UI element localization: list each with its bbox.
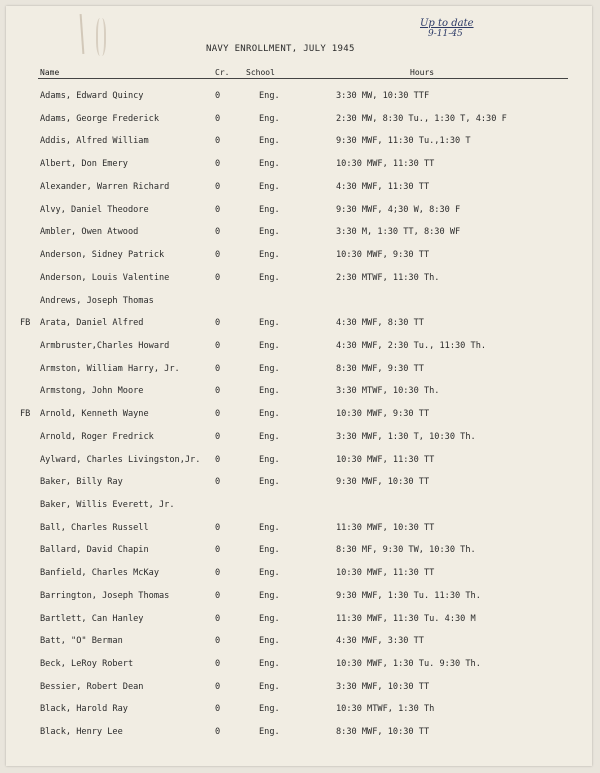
row-hours: 10:30 MWF, 9:30 TT: [336, 250, 430, 260]
row-flag: FB: [20, 318, 31, 329]
row-school: Eng.: [259, 704, 280, 715]
row-name: Ballard, David Chapin: [40, 545, 149, 556]
row-name: Adams, Edward Quincy: [40, 91, 144, 101]
table-row: [0, 431, 600, 443]
row-credit: 0: [215, 363, 221, 374]
row-name: Aylward, Charles Livingston,Jr.: [40, 454, 201, 465]
column-header-credit: Cr.: [215, 68, 230, 77]
row-credit: 0: [215, 636, 221, 647]
row-credit: 0: [215, 659, 221, 669]
table-row: [0, 340, 600, 352]
table-row: [0, 181, 600, 193]
handwritten-date: 9-11-45: [428, 29, 463, 39]
row-name: Ball, Charles Russell: [40, 522, 149, 533]
column-header-row: [38, 68, 568, 79]
row-name: Addis, Alfred William: [40, 136, 149, 147]
row-flag: FB: [20, 409, 31, 420]
table-row: [0, 567, 600, 579]
row-school: Eng.: [259, 204, 280, 215]
row-credit: 0: [215, 681, 221, 692]
row-credit: 0: [215, 727, 221, 738]
row-hours: 4:30 MWF, 8:30 TT: [336, 318, 424, 329]
table-row: [0, 590, 600, 602]
row-school: Eng.: [259, 159, 280, 170]
table-row: [0, 135, 600, 147]
row-name: Anderson, Sidney Patrick: [40, 250, 165, 260]
row-hours: 9:30 MWF, 11:30 Tu.,1:30 T: [336, 136, 471, 147]
row-name: Ambler, Owen Atwood: [40, 227, 139, 238]
row-credit: 0: [215, 159, 221, 170]
row-credit: 0: [215, 318, 221, 329]
row-credit: 0: [215, 227, 221, 238]
row-credit: 0: [215, 568, 221, 579]
row-school: Eng.: [259, 613, 280, 624]
row-school: Eng.: [259, 590, 280, 601]
row-name: Barrington, Joseph Thomas: [40, 590, 170, 601]
row-credit: 0: [215, 409, 221, 420]
row-credit: 0: [215, 272, 221, 283]
table-row: [0, 113, 600, 125]
row-hours: 9:30 MWF, 1:30 Tu. 11:30 Th.: [336, 590, 481, 601]
row-school: Eng.: [259, 181, 280, 192]
row-school: Eng.: [259, 136, 280, 147]
row-hours: 10:30 MWF, 11:30 TT: [336, 568, 435, 579]
row-school: Eng.: [259, 545, 280, 556]
row-credit: 0: [215, 91, 221, 101]
row-hours: 4:30 MWF, 11:30 TT: [336, 181, 430, 192]
row-credit: 0: [215, 590, 221, 601]
table-row: [0, 317, 600, 329]
table-row: [0, 158, 600, 170]
row-credit: 0: [215, 250, 221, 260]
row-school: Eng.: [259, 409, 280, 420]
table-row: [0, 454, 600, 466]
row-hours: 3:30 MWF, 10:30 TT: [336, 681, 430, 692]
table-row: [0, 226, 600, 238]
row-hours: 9:30 MWF, 10:30 TT: [336, 477, 430, 488]
row-name: Bartlett, Can Hanley: [40, 613, 144, 624]
row-name: Black, Harold Ray: [40, 704, 128, 715]
table-row: [0, 613, 600, 625]
row-name: Arnold, Kenneth Wayne: [40, 409, 149, 420]
table-row: [0, 363, 600, 375]
row-credit: 0: [215, 386, 221, 397]
row-credit: 0: [215, 113, 221, 124]
row-school: Eng.: [259, 340, 280, 351]
row-hours: 8:30 MWF, 9:30 TT: [336, 363, 424, 374]
row-school: Eng.: [259, 250, 280, 260]
row-name: Batt, "O" Berman: [40, 636, 123, 647]
row-school: Eng.: [259, 386, 280, 397]
row-credit: 0: [215, 431, 221, 442]
row-hours: 8:30 MF, 9:30 TW, 10:30 Th.: [336, 545, 476, 556]
row-name: Baker, Billy Ray: [40, 477, 123, 488]
row-school: Eng.: [259, 454, 280, 465]
row-school: Eng.: [259, 91, 280, 101]
handwritten-annotation: [420, 18, 540, 39]
row-credit: 0: [215, 181, 221, 192]
row-name: Adams, George Frederick: [40, 113, 159, 124]
row-name: Alvy, Daniel Theodore: [40, 204, 149, 215]
row-name: Armston, William Harry, Jr.: [40, 363, 180, 374]
row-school: Eng.: [259, 318, 280, 329]
row-school: Eng.: [259, 568, 280, 579]
row-school: Eng.: [259, 272, 280, 283]
row-hours: 10:30 MWF, 11:30 TT: [336, 454, 435, 465]
table-row: [0, 681, 600, 693]
table-row: [0, 658, 600, 670]
table-row: [0, 499, 600, 511]
row-name: Albert, Don Emery: [40, 159, 128, 170]
column-header-name: Name: [40, 68, 60, 77]
row-credit: 0: [215, 340, 221, 351]
row-hours: 2:30 MW, 8:30 Tu., 1:30 T, 4:30 F: [336, 113, 507, 124]
handwritten-note: Up to date: [420, 18, 474, 29]
row-hours: 3:30 MW, 10:30 TTF: [336, 91, 430, 101]
row-school: Eng.: [259, 681, 280, 692]
row-name: Alexander, Warren Richard: [40, 181, 170, 192]
row-credit: 0: [215, 136, 221, 147]
row-credit: 0: [215, 477, 221, 488]
row-name: Armstong, John Moore: [40, 386, 144, 397]
row-credit: 0: [215, 704, 221, 715]
table-row: [0, 703, 600, 715]
row-school: Eng.: [259, 659, 280, 669]
row-hours: 10:30 MTWF, 1:30 Th: [336, 704, 435, 715]
row-name: Banfield, Charles McKay: [40, 568, 159, 579]
row-name: Beck, LeRoy Robert: [40, 659, 134, 669]
table-row: [0, 635, 600, 647]
page-title: NAVY ENROLLMENT, JULY 1945: [206, 44, 355, 54]
table-row: [0, 522, 600, 534]
row-hours: 3:30 M, 1:30 TT, 8:30 WF: [336, 227, 461, 238]
row-name: Black, Henry Lee: [40, 727, 123, 738]
table-row: [0, 544, 600, 556]
row-school: Eng.: [259, 636, 280, 647]
row-hours: 4:30 MWF, 3:30 TT: [336, 636, 424, 647]
table-row: [0, 385, 600, 397]
row-school: Eng.: [259, 227, 280, 238]
paper-crease: [96, 18, 106, 56]
row-credit: 0: [215, 613, 221, 624]
row-name: Baker, Willis Everett, Jr.: [40, 500, 175, 510]
row-hours: 11:30 MWF, 10:30 TT: [336, 522, 435, 533]
row-hours: 8:30 MWF, 10:30 TT: [336, 727, 430, 738]
table-row: [0, 408, 600, 420]
row-school: Eng.: [259, 431, 280, 442]
row-name: Arnold, Roger Fredrick: [40, 431, 154, 442]
table-row: [0, 272, 600, 284]
row-school: Eng.: [259, 522, 280, 533]
row-hours: 3:30 MWF, 1:30 T, 10:30 Th.: [336, 431, 476, 442]
row-school: Eng.: [259, 727, 280, 738]
column-header-hours: Hours: [410, 68, 435, 77]
row-name: Armbruster,Charles Howard: [40, 340, 170, 351]
row-hours: 4:30 MWF, 2:30 Tu., 11:30 Th.: [336, 340, 487, 351]
row-school: Eng.: [259, 363, 280, 374]
row-hours: 2:30 MTWF, 11:30 Th.: [336, 272, 440, 283]
row-school: Eng.: [259, 477, 280, 488]
table-row: [0, 726, 600, 738]
row-credit: 0: [215, 545, 221, 556]
row-credit: 0: [215, 522, 221, 533]
row-hours: 11:30 MWF, 11:30 Tu. 4:30 M: [336, 613, 476, 624]
row-hours: 9:30 MWF, 4;30 W, 8:30 F: [336, 204, 461, 215]
row-hours: 10:30 MWF, 9:30 TT: [336, 409, 430, 420]
table-row: [0, 204, 600, 216]
row-hours: 10:30 MWF, 11:30 TT: [336, 159, 435, 170]
row-name: Bessier, Robert Dean: [40, 681, 144, 692]
row-hours: 3:30 MTWF, 10:30 Th.: [336, 386, 440, 397]
table-row: [0, 476, 600, 488]
row-hours: 10:30 MWF, 1:30 Tu. 9:30 Th.: [336, 659, 481, 669]
table-row: [0, 295, 600, 307]
row-name: Andrews, Joseph Thomas: [40, 295, 154, 306]
table-row: [0, 90, 600, 102]
row-name: Anderson, Louis Valentine: [40, 272, 170, 283]
row-credit: 0: [215, 454, 221, 465]
column-header-school: School: [246, 68, 275, 77]
row-credit: 0: [215, 204, 221, 215]
row-name: Arata, Daniel Alfred: [40, 318, 144, 329]
table-row: [0, 249, 600, 261]
row-school: Eng.: [259, 113, 280, 124]
